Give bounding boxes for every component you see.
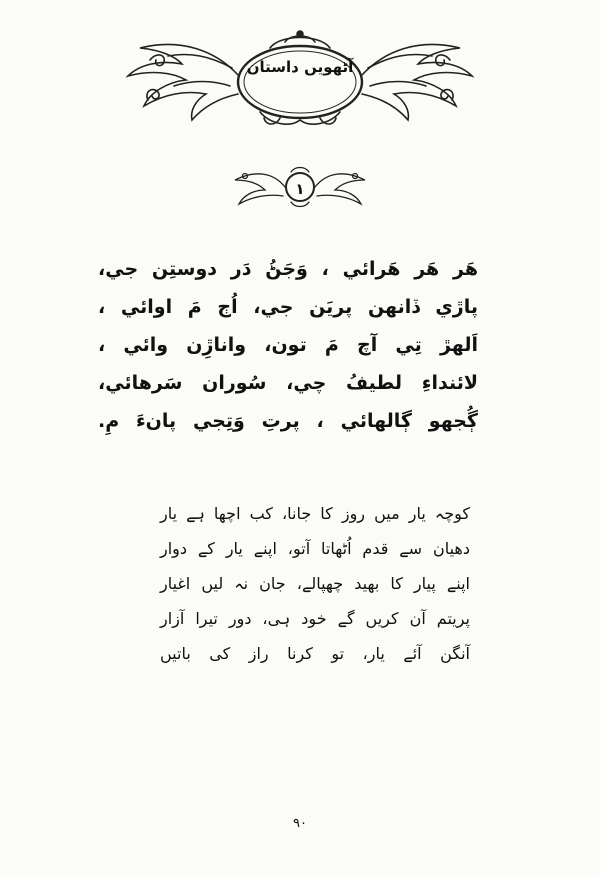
urdu-verse-line: آنگن آئے یار، تو کرنا راز کی باتیں [160, 644, 470, 663]
urdu-verse-line: دھیان سے قدم اُٹھاتا آتو، اپنے یار کے دوار [160, 539, 470, 558]
sindhi-verse-line: هَر هَر هَرائي ، وَجَڻُ دَر دوستِن جي، [98, 258, 478, 280]
urdu-verse-line: پریتم آن کریں گے خود ہی، دور تیرا آزار [160, 609, 470, 628]
sindhi-verse [98, 250, 478, 440]
sindhi-verse-line: ڳُجهو ڳالهائي ، پرتِ وَتِجي پانءَ مِ. [98, 410, 478, 432]
page-number: ۹۰ [293, 816, 307, 831]
urdu-verse-line: کوچہ یار میں روز کا جانا، کب اچھا ہے یار [160, 504, 470, 523]
urdu-verse-line: اپنے پیار کا بھید چھپالے، جان نہ لیں اغیار [160, 574, 470, 593]
sindhi-verse-line: لائنداءِ لطيفُ چي، سُوران سَرهائي، [98, 372, 478, 394]
chapter-title: آٹھویں داستان [246, 58, 354, 76]
sindhi-verse-line: اَلهڙ تِي آچ مَ تون، واناڙِن وائي ، [98, 334, 478, 356]
urdu-verse [160, 496, 470, 671]
sindhi-verse-line: پاڙي ڏانهن پريَن جي، اُڄ مَ اوائي ، [98, 296, 478, 318]
section-number: ۱ [295, 180, 305, 198]
